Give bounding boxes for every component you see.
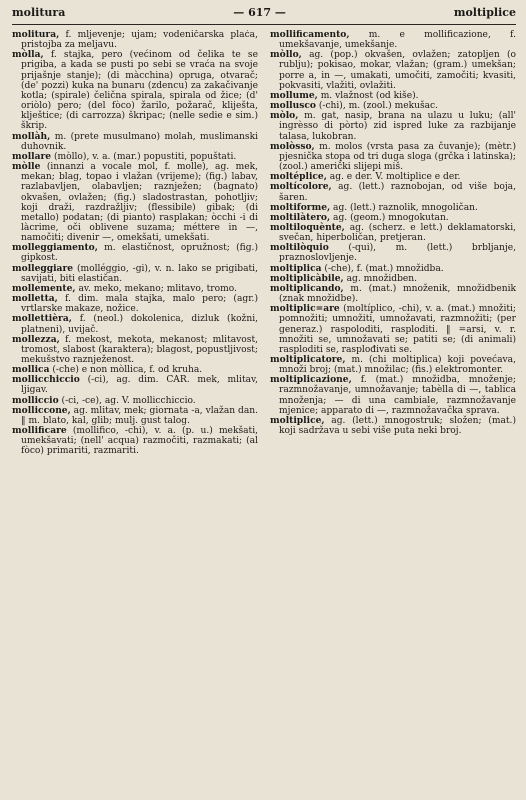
dictionary-entry — [270, 375, 516, 416]
entry-definition: (-ci), ag. dim. CAR. mek, mlitav, ljigav. — [21, 375, 258, 396]
entry-definition: f. mekost, mekota, mekanost; mlitavost, tromost, slabost (karaktera); blagost, popustljivost; mekušstvo raznježenost. — [21, 334, 258, 365]
entry-headword: moltiplicazione, — [270, 374, 352, 386]
dictionary-entry — [270, 355, 516, 375]
page-number: — 617 — — [233, 6, 286, 19]
entry-headword: mollica — [12, 364, 50, 376]
entry-definition: ag. (geom.) mnogokutan. — [330, 212, 449, 223]
entry-headword: mollicchiccio — [12, 374, 80, 386]
entry-definition: ag. (pop.) okvašen, ovlažen; zatopljen (o rublju); pokisao, mokar, vlažan; (gram.) umekšan; porre a, in —, umakati, umočiti, zamočiti; kvasiti, pokvasiti, vlažiti, ovlažiti. — [279, 50, 516, 91]
dictionary-entry — [12, 264, 258, 284]
dictionary-columns — [12, 30, 516, 794]
entry-definition: ag. množidben. — [343, 273, 418, 284]
entry-definition: ag. (lett.) mnogostruk; složen; (mat.) koji sadržava u sebi više puta neki broj. — [279, 415, 516, 437]
dictionary-entry — [270, 182, 516, 202]
dictionary-entry — [12, 243, 258, 263]
entry-headword: moltiplice, — [270, 414, 325, 426]
entry-definition: ag. (lett.) raznolik, mnogoličan. — [330, 202, 478, 213]
entry-headword: mollusco — [270, 100, 316, 112]
entry-headword: mollemente, — [12, 282, 76, 294]
entry-headword: mòllo, — [270, 49, 302, 61]
entry-headword: molleggiare — [12, 262, 74, 274]
dictionary-entry — [12, 406, 258, 426]
dictionary-entry — [270, 243, 516, 263]
dictionary-entry — [12, 50, 258, 131]
dictionary-entry — [12, 314, 258, 334]
dictionary-entry — [270, 101, 516, 111]
entry-definition: f. mljevenje; ujam; vodeničarska plaća, pristojba za meljavu. — [21, 30, 258, 51]
entry-headword: mollezza, — [12, 333, 60, 345]
entry-definition: (-qui), m. (lett.) brbljanje, praznoslovljenje. — [279, 243, 516, 264]
dictionary-entry — [12, 162, 258, 243]
entry-headword: moltiplic=are — [270, 303, 340, 315]
entry-definition: m. (mat.) množenik, množidbenik (znak množidbe). — [279, 283, 516, 305]
entry-headword: moltiforme, — [270, 201, 331, 213]
entry-headword: moltiplicando, — [270, 282, 344, 294]
entry-headword: molletta, — [12, 293, 58, 305]
entry-headword: moltícolore, — [270, 181, 332, 193]
entry-definition: ag. mlitav, mek; giornata -a, vlažan dan. ‖ m. blato, kal, glib; mulj. gust talog. — [21, 405, 258, 426]
entry-definition: (mollifico, -chi), v. a. (p. u.) mekšati, umekšavati; (nell' acqua) razmočiti, razmakati; (al fòco) primariti, razmariti. — [21, 426, 258, 457]
entry-headword: mòlle — [12, 161, 41, 173]
entry-definition: f. (mat.) množidba, množenje; razmnožavanje, umnožavanje; tabèlla di —, tablica množenja; — di una cambiale, razmnožavanje mjenice; apparato di —, razmnožavačka sprava. — [279, 375, 516, 416]
entry-definition: av. meko, mekano; mlitavo, tromo. — [75, 283, 237, 294]
entry-headword: mollume, — [270, 89, 318, 101]
dictionary-entry — [12, 132, 258, 152]
entry-headword: mollificare — [12, 425, 67, 437]
left-guide-word: molitura — [12, 6, 66, 19]
entry-headword: moltilàtero, — [270, 211, 331, 223]
dictionary-entry — [270, 304, 516, 355]
entry-headword: moltiplica — [270, 262, 322, 274]
entry-definition: (-ci, -ce), ag. V. mollicchiccio. — [58, 395, 196, 406]
entry-definition: (-chi), m. (zool.) mekušac. — [315, 101, 439, 112]
entry-headword: mollàh, — [12, 130, 51, 142]
entry-headword: moltiloquènte, — [270, 221, 345, 233]
entry-definition: f. (neol.) dokolenica, dizluk (kožni, platneni), uvijač. — [21, 314, 258, 335]
dictionary-entry — [270, 142, 516, 172]
entry-headword: molitura, — [12, 30, 60, 40]
entry-headword: mòlo, — [270, 110, 299, 122]
entry-definition: (mòllo), v. a. (mar.) popustiti, popuštati. — [51, 151, 237, 162]
entry-definition: ag. (lett.) raznobojan, od više boja, šaren. — [279, 182, 516, 203]
entry-headword: moltiplicatore, — [270, 354, 346, 365]
dictionary-entry — [270, 416, 516, 436]
entry-headword: moltéplice, — [270, 171, 327, 183]
entry-definition: (-che) e non mòllica, f. od kruha. — [49, 365, 203, 376]
entry-headword: moltiplicàbile, — [270, 272, 344, 284]
entry-headword: mollificamento, — [270, 30, 350, 40]
entry-headword: moltilòquio — [270, 242, 329, 254]
entry-headword: molòsso, — [270, 140, 315, 152]
dictionary-entry — [12, 30, 258, 50]
entry-definition: f. stajka, pero (većinom od čelika te se prigiba, a kada se pusti po sebi se vraća na svoje prijašnje stanje); (di màcchina) opruga, otvarač; (de' pozzi) kuka na bunaru (zdencu) za zakačivanje kotla; (spirale) čelična spirala, spirala od žice; (d' oriòlo) pero; (del fòco) žarilo, požarač, kliješta, klještice; (di carrozza) škripac; (nelle sedie e sim.) škrip. — [21, 50, 258, 132]
entry-headword: molliccio — [12, 394, 59, 406]
dictionary-entry — [12, 375, 258, 395]
dictionary-entry — [270, 284, 516, 304]
right-guide-word: moltiplicе — [453, 6, 516, 19]
entry-definition: m. vlažnost (od kiše). — [317, 90, 419, 101]
entry-headword: mòlla, — [12, 49, 44, 61]
dictionary-entry — [270, 30, 516, 50]
dictionary-entry — [270, 223, 516, 243]
entry-definition: (molléggio, -gi), v. n. lako se prigibati, savijati, biti elastičan. — [21, 263, 258, 284]
entry-definition: m. molos (vrsta pasa za čuvanje); (mètr.) pjesnička stopa od tri duga sloga (grčka i latinska); (zool.) američki slijepi miš. — [279, 141, 516, 173]
entry-definition: (innanzi a vocale mol, f. molle), ag. mek, mekan; blag, topao i vlažan (vrijeme); (fig.) labav, razlabavljen, olabavljen; raznježen; (bagnato) okvašen, ovlažen; (fig.) sladostrastan, pohotljiv; koji draži, razdražljiv; (flessibile) gibak; (di metallo) podatan; (di pianto) rasplakan; òcchi -i di làcrime, oči oblivene suzama; méttere in —, namočiti; divenir —, omekšati, umekšati. — [21, 162, 258, 244]
entry-definition: m. (prete musulmano) molah, muslimanski duhovnik. — [21, 131, 258, 152]
entry-headword: molliccone, — [12, 404, 71, 416]
entry-definition: m. e mollificazione, f. umekšavanje, umekšanje. — [279, 30, 516, 51]
entry-definition: m. gat, nasip, brana na ulazu u luku; (all' ingrèsso di pòrto) zid ispred luke za razbijanje talasa, lukobran. — [279, 111, 516, 142]
dictionary-entry — [12, 294, 258, 314]
entry-definition: (moltíplico, -chi), v. a. (mat.) množiti; pomnožiti; umnožiti, umnožavati, razmnožiti; (per generaz.) raspoloditi, rasploditi. ‖ =arsi, v. r. množiti se, umnožavati se; patiti se; (di animali) rasploditi se, rasplođivati se. — [279, 304, 516, 355]
entry-headword: mollettièra, — [12, 313, 72, 325]
column-left — [12, 30, 258, 794]
entry-headword: molleggiamento, — [12, 242, 98, 254]
dictionary-entry — [12, 426, 258, 456]
entry-definition: (-che), f. (mat.) množidba. — [321, 263, 444, 274]
entry-definition: ag. e der. V. moltiplice e der. — [326, 172, 461, 183]
entry-definition: ag. (scherz. e lett.) deklamatorski, svečan, hiperboličan, pretjeran. — [279, 222, 516, 244]
entry-definition: m. elastičnost, opružnost; (fig.) gipkost. — [21, 243, 258, 264]
dictionary-entry — [12, 335, 258, 365]
entry-headword: mollare — [12, 150, 52, 162]
running-header — [12, 6, 516, 25]
dictionary-entry — [270, 111, 516, 141]
entry-definition: m. (chi moltiplica) koji povećava, množi broj; (mat.) množilac; (fis.) elektromonter. — [279, 355, 516, 376]
column-right — [270, 30, 516, 794]
entry-definition: f. dim. mala stajka, malo pero; (agr.) vrtlarske makaze, nožice. — [21, 294, 258, 315]
dictionary-entry — [270, 50, 516, 91]
dictionary-entry — [12, 152, 258, 162]
